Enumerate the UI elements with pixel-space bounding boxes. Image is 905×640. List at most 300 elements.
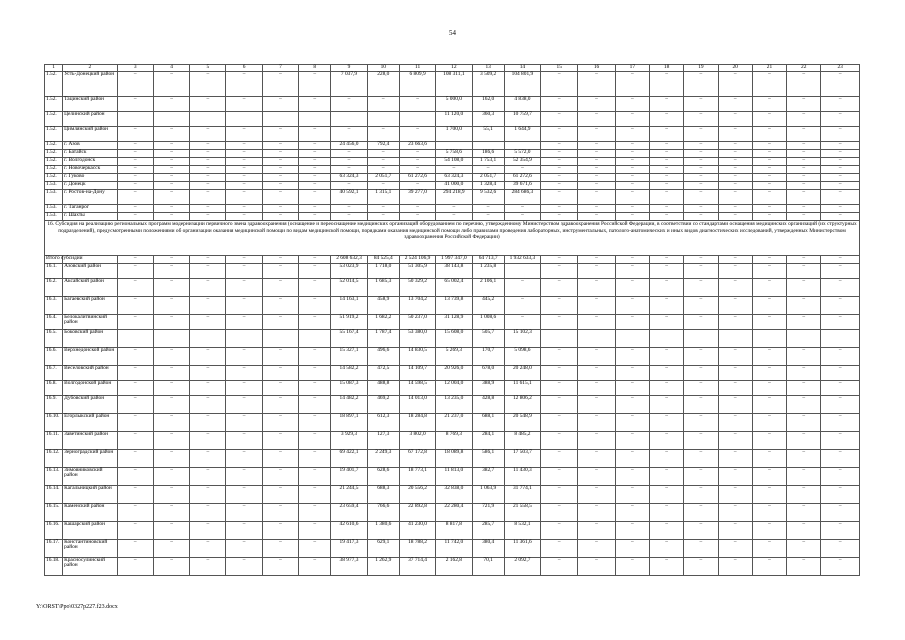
table-cell: 162,0 — [472, 97, 504, 112]
table-cell: – — [190, 348, 226, 366]
table-cell: – — [399, 150, 435, 158]
table-cell: – — [649, 366, 683, 381]
table-cell: – — [190, 205, 226, 213]
table-cell: 54 108,0 — [436, 158, 472, 166]
row-number: 1.53. — [45, 213, 63, 221]
table-cell: – — [821, 504, 860, 522]
table-cell: – — [190, 150, 226, 158]
table-cell: – — [684, 142, 718, 150]
table-cell: – — [787, 166, 821, 174]
table-cell — [649, 330, 683, 348]
table-cell: – — [190, 264, 226, 279]
table-cell: – — [117, 381, 153, 396]
table-cell: – — [787, 504, 821, 522]
table-cell: – — [718, 504, 752, 522]
table-cell: – — [615, 205, 649, 213]
table-cell: – — [226, 205, 262, 213]
table-cell: – — [399, 97, 435, 112]
table-cell — [504, 264, 540, 279]
table-row — [45, 127, 860, 142]
table-cell: – — [615, 112, 649, 127]
table-cell: 1 997 347,0 — [436, 256, 472, 264]
table-cell: – — [684, 182, 718, 190]
table-row — [45, 279, 860, 297]
table-cell — [367, 112, 399, 127]
table-cell: – — [718, 127, 752, 142]
table-cell: 228,0 — [367, 72, 399, 97]
table-cell: 3 929,3 — [331, 432, 367, 450]
table-cell: 2 051,7 — [367, 174, 399, 182]
table-cell: – — [399, 127, 435, 142]
table-cell: – — [262, 205, 298, 213]
table-row — [45, 414, 860, 432]
table-cell: – — [787, 558, 821, 576]
column-number: 11 — [399, 65, 435, 72]
table-cell: – — [117, 468, 153, 486]
table-cell: – — [299, 150, 331, 158]
table-row — [45, 112, 860, 127]
table-cell: 37 714,4 — [399, 558, 435, 576]
table-cell: – — [718, 522, 752, 540]
table-cell: – — [821, 432, 860, 450]
row-name: Красносулинский район — [63, 558, 117, 576]
table-cell: – — [649, 127, 683, 142]
table-cell: – — [787, 182, 821, 190]
row-number: 16.8. — [45, 381, 63, 396]
table-cell: – — [153, 142, 189, 150]
table-cell: – — [226, 166, 262, 174]
table-cell: 2 524 106,9 — [399, 256, 435, 264]
table-cell: – — [153, 522, 189, 540]
row-name: г. Новочеркасск — [63, 166, 117, 174]
table-cell: 1 685,3 — [367, 279, 399, 297]
table-cell: – — [752, 174, 786, 182]
table-cell: – — [117, 414, 153, 432]
table-cell: 23 663,6 — [399, 142, 435, 150]
table-cell: – — [684, 348, 718, 366]
table-cell: 6 809,9 — [399, 72, 435, 97]
table-row — [45, 432, 860, 450]
table-cell: – — [787, 396, 821, 414]
table-cell: – — [821, 315, 860, 330]
table-cell: – — [299, 504, 331, 522]
table-cell — [541, 330, 578, 348]
table-cell: – — [787, 142, 821, 150]
table-cell: – — [190, 279, 226, 297]
row-number: 1.52. — [45, 72, 63, 97]
table-cell — [331, 112, 367, 127]
row-number: 16.6. — [45, 348, 63, 366]
row-number: 1.52. — [45, 112, 63, 127]
table-cell: 5 098,6 — [504, 348, 540, 366]
table-cell: – — [436, 166, 472, 174]
table-cell: 14 163,1 — [331, 297, 367, 315]
table-cell — [615, 330, 649, 348]
table-cell: – — [226, 486, 262, 504]
table-cell — [190, 112, 226, 127]
table-cell: – — [399, 205, 435, 213]
table-cell: – — [262, 264, 298, 279]
table-cell: 1 718,0 — [367, 264, 399, 279]
table-cell: – — [718, 540, 752, 558]
table-cell: – — [299, 213, 331, 221]
table-cell: – — [649, 142, 683, 150]
row-number: 16.11. — [45, 432, 63, 450]
table-cell: – — [299, 297, 331, 315]
table-cell: 31 774,1 — [504, 486, 540, 504]
table-cell: 13 739,8 — [436, 297, 472, 315]
table-cell: – — [226, 97, 262, 112]
table-cell: – — [718, 97, 752, 112]
table-cell: – — [752, 205, 786, 213]
table-cell: – — [718, 450, 752, 468]
table-cell: – — [541, 558, 578, 576]
table-cell: – — [117, 558, 153, 576]
table-row — [45, 468, 860, 486]
table-cell: – — [649, 315, 683, 330]
row-number: 1.52. — [45, 127, 63, 142]
table-cell: – — [718, 414, 752, 432]
row-number: 1.53. — [45, 182, 63, 190]
table-cell: – — [226, 158, 262, 166]
table-cell: 14 482,2 — [331, 396, 367, 414]
table-cell: – — [262, 315, 298, 330]
table-cell: – — [153, 256, 189, 264]
table-cell: – — [649, 182, 683, 190]
table-cell: 38 143,8 — [436, 264, 472, 279]
table-cell: – — [649, 72, 683, 97]
table-cell: – — [684, 522, 718, 540]
table-cell: – — [821, 540, 860, 558]
table-cell — [399, 112, 435, 127]
table-cell: – — [262, 432, 298, 450]
table-cell: – — [117, 297, 153, 315]
row-name: Веселовский район — [63, 366, 117, 381]
table-cell: 469,2 — [367, 396, 399, 414]
table-cell: – — [684, 190, 718, 205]
table-cell: – — [615, 158, 649, 166]
table-cell: – — [718, 213, 752, 221]
table-cell: – — [684, 72, 718, 97]
table-cell: – — [684, 166, 718, 174]
table-cell: – — [117, 504, 153, 522]
table-cell: – — [578, 256, 615, 264]
table-cell — [299, 112, 331, 127]
table-cell: – — [153, 558, 189, 576]
table-cell: 2 249,3 — [367, 450, 399, 468]
table-cell: – — [821, 348, 860, 366]
row-name: Цимлянский район — [63, 127, 117, 142]
row-number: 16.1. — [45, 264, 63, 279]
table-cell: 41 000,0 — [436, 182, 472, 190]
table-cell: – — [578, 468, 615, 486]
table-cell: – — [331, 150, 367, 158]
table-cell: – — [153, 486, 189, 504]
row-number: 16.14. — [45, 486, 63, 504]
table-cell: – — [684, 264, 718, 279]
table-cell: 1 328,4 — [472, 182, 504, 190]
table-cell: – — [752, 432, 786, 450]
table-cell: – — [821, 97, 860, 112]
row-name: Кагальницкий район — [63, 486, 117, 504]
table-cell: – — [752, 142, 786, 150]
table-cell: 1 063,9 — [472, 486, 504, 504]
table-cell: – — [578, 366, 615, 381]
table-cell: – — [649, 381, 683, 396]
table-cell: – — [718, 174, 752, 182]
table-cell: – — [153, 205, 189, 213]
table-cell — [153, 330, 189, 348]
table-cell: 170,7 — [472, 348, 504, 366]
table-cell: 41 230,0 — [399, 522, 435, 540]
table-cell: – — [752, 97, 786, 112]
table-cell: – — [299, 142, 331, 150]
row-number: 1.53. — [45, 205, 63, 213]
table-cell: – — [821, 205, 860, 213]
table-cell: – — [190, 450, 226, 468]
row-number: 16.12. — [45, 450, 63, 468]
table-cell: – — [787, 279, 821, 297]
table-cell: – — [117, 97, 153, 112]
table-cell: – — [684, 414, 718, 432]
table-cell: – — [615, 315, 649, 330]
table-row — [45, 381, 860, 396]
table-cell: – — [226, 297, 262, 315]
table-cell: – — [578, 348, 615, 366]
table-cell: 5 269,3 — [436, 348, 472, 366]
table-cell: – — [190, 381, 226, 396]
table-cell: 14 830,5 — [399, 348, 435, 366]
table-cell: – — [787, 522, 821, 540]
table-cell: – — [541, 150, 578, 158]
table-cell: – — [117, 348, 153, 366]
table-cell: – — [226, 522, 262, 540]
table-cell: – — [541, 182, 578, 190]
table-cell: 8 817,8 — [436, 522, 472, 540]
table-cell: – — [787, 450, 821, 468]
table-cell: 39 671,6 — [504, 182, 540, 190]
table-cell: – — [821, 279, 860, 297]
table-cell: 8 769,3 — [436, 432, 472, 450]
table-cell: 8 532,1 — [504, 522, 540, 540]
table-cell: – — [262, 142, 298, 150]
table-cell: – — [226, 315, 262, 330]
table-cell: – — [649, 158, 683, 166]
table-cell: – — [684, 396, 718, 414]
row-name: Волгодонской район — [63, 381, 117, 396]
table-cell: – — [472, 213, 504, 221]
table-cell: – — [684, 540, 718, 558]
table-cell: – — [615, 174, 649, 182]
table-cell: – — [787, 213, 821, 221]
table-cell: – — [117, 264, 153, 279]
table-cell: – — [615, 540, 649, 558]
table-cell: – — [578, 450, 615, 468]
table-cell: – — [684, 213, 718, 221]
table-cell: 628,6 — [367, 468, 399, 486]
row-number: 16.16. — [45, 522, 63, 540]
table-cell: 50 329,2 — [399, 279, 435, 297]
row-name: Кашарский район — [63, 522, 117, 540]
table-cell: 22 280,4 — [436, 504, 472, 522]
table-cell: – — [262, 158, 298, 166]
table-cell: – — [190, 97, 226, 112]
table-cell: – — [504, 279, 540, 297]
table-cell: – — [299, 450, 331, 468]
table-cell: – — [153, 297, 189, 315]
table-cell: – — [226, 396, 262, 414]
table-cell: – — [821, 366, 860, 381]
table-cell: – — [752, 540, 786, 558]
table-cell: – — [649, 297, 683, 315]
table-cell: – — [190, 414, 226, 432]
table-cell: – — [367, 150, 399, 158]
table-cell: 104 801,9 — [504, 72, 540, 97]
table-cell: – — [399, 213, 435, 221]
table-cell: – — [684, 279, 718, 297]
table-cell: – — [117, 279, 153, 297]
table-cell: 21 244,5 — [331, 486, 367, 504]
table-cell: – — [752, 256, 786, 264]
table-cell: – — [226, 142, 262, 150]
table-cell: – — [226, 213, 262, 221]
table-cell: – — [752, 366, 786, 381]
table-cell: 10 759,7 — [504, 112, 540, 127]
table-cell — [787, 330, 821, 348]
table-cell: – — [821, 182, 860, 190]
table-cell: – — [117, 366, 153, 381]
table-cell: – — [190, 297, 226, 315]
table-cell: – — [615, 142, 649, 150]
table-cell: – — [117, 396, 153, 414]
table-cell: – — [821, 297, 860, 315]
table-cell: 2 106,1 — [472, 279, 504, 297]
table-cell: 14 582,2 — [331, 366, 367, 381]
table-cell: 186,6 — [472, 150, 504, 158]
table-cell: – — [821, 264, 860, 279]
row-name: г. Таганрог — [63, 205, 117, 213]
table-cell: – — [541, 279, 578, 297]
table-cell: – — [153, 396, 189, 414]
table-cell: – — [718, 381, 752, 396]
column-number: 9 — [331, 65, 367, 72]
table-cell: – — [190, 558, 226, 576]
table-cell: 612,3 — [367, 414, 399, 432]
table-cell: 15 327,1 — [331, 348, 367, 366]
table-row — [45, 97, 860, 112]
table-cell: – — [153, 468, 189, 486]
table-cell: – — [649, 205, 683, 213]
table-cell: 11 742,0 — [436, 540, 472, 558]
table-cell: – — [541, 127, 578, 142]
table-cell: – — [684, 381, 718, 396]
table-cell: – — [821, 381, 860, 396]
table-cell: – — [153, 432, 189, 450]
table-cell: 20 556,2 — [399, 486, 435, 504]
table-cell: – — [541, 205, 578, 213]
row-name: Зерноградский район — [63, 450, 117, 468]
table-cell: – — [787, 158, 821, 166]
table-cell: – — [684, 297, 718, 315]
table-cell: – — [262, 127, 298, 142]
table-cell: – — [299, 468, 331, 486]
table-cell: – — [615, 558, 649, 576]
column-number: 23 — [821, 65, 860, 72]
table-cell: – — [787, 72, 821, 97]
table-row — [45, 558, 860, 576]
table-cell: – — [821, 158, 860, 166]
table-cell: – — [787, 256, 821, 264]
table-cell: 13 704,2 — [399, 297, 435, 315]
row-name: Целинский район — [63, 112, 117, 127]
table-cell: 11 430,3 — [504, 468, 540, 486]
table-cell: – — [787, 540, 821, 558]
table-cell: – — [578, 279, 615, 297]
table-cell: 11 120,0 — [436, 112, 472, 127]
table-cell: 84 525,4 — [367, 256, 399, 264]
table-cell: – — [615, 432, 649, 450]
table-cell: – — [718, 158, 752, 166]
row-name: Дубовский район — [63, 396, 117, 414]
table-cell: – — [226, 256, 262, 264]
row-number: 16.15. — [45, 504, 63, 522]
table-cell: 1 932 633,3 — [504, 256, 540, 264]
table-cell: 11 813,0 — [436, 468, 472, 486]
table-cell: 14 109,7 — [399, 366, 435, 381]
table-cell: – — [399, 166, 435, 174]
table-cell: – — [262, 450, 298, 468]
table-cell: – — [226, 540, 262, 558]
column-number: 13 — [472, 65, 504, 72]
table-cell: – — [684, 432, 718, 450]
table-cell: – — [578, 213, 615, 221]
table-cell: 51 305,9 — [399, 264, 435, 279]
table-cell: – — [331, 158, 367, 166]
table-cell: – — [331, 97, 367, 112]
table-cell — [752, 330, 786, 348]
table-cell: – — [436, 213, 472, 221]
table-cell: – — [153, 315, 189, 330]
table-cell: 629,1 — [367, 540, 399, 558]
table-cell: – — [787, 205, 821, 213]
table-cell: 1 787,4 — [367, 330, 399, 348]
table-cell: – — [153, 381, 189, 396]
table-cell: – — [299, 381, 331, 396]
table-cell: – — [649, 166, 683, 174]
table-row — [45, 396, 860, 414]
table-cell: 505,7 — [472, 330, 504, 348]
table-cell: – — [153, 504, 189, 522]
table-cell: – — [718, 190, 752, 205]
table-cell: 11 361,6 — [504, 540, 540, 558]
table-cell: – — [821, 522, 860, 540]
table-cell: – — [331, 205, 367, 213]
table-row — [45, 213, 860, 221]
table-cell: – — [541, 468, 578, 486]
table-cell: – — [787, 97, 821, 112]
table-cell: – — [117, 174, 153, 182]
table-cell: – — [615, 150, 649, 158]
row-number: 16.4. — [45, 315, 63, 330]
row-number: 16.7. — [45, 366, 63, 381]
table-cell: – — [578, 166, 615, 174]
table-cell: – — [504, 213, 540, 221]
table-cell: – — [578, 97, 615, 112]
table-cell: – — [615, 450, 649, 468]
table-cell — [684, 330, 718, 348]
table-cell: – — [299, 432, 331, 450]
table-row — [45, 450, 860, 468]
